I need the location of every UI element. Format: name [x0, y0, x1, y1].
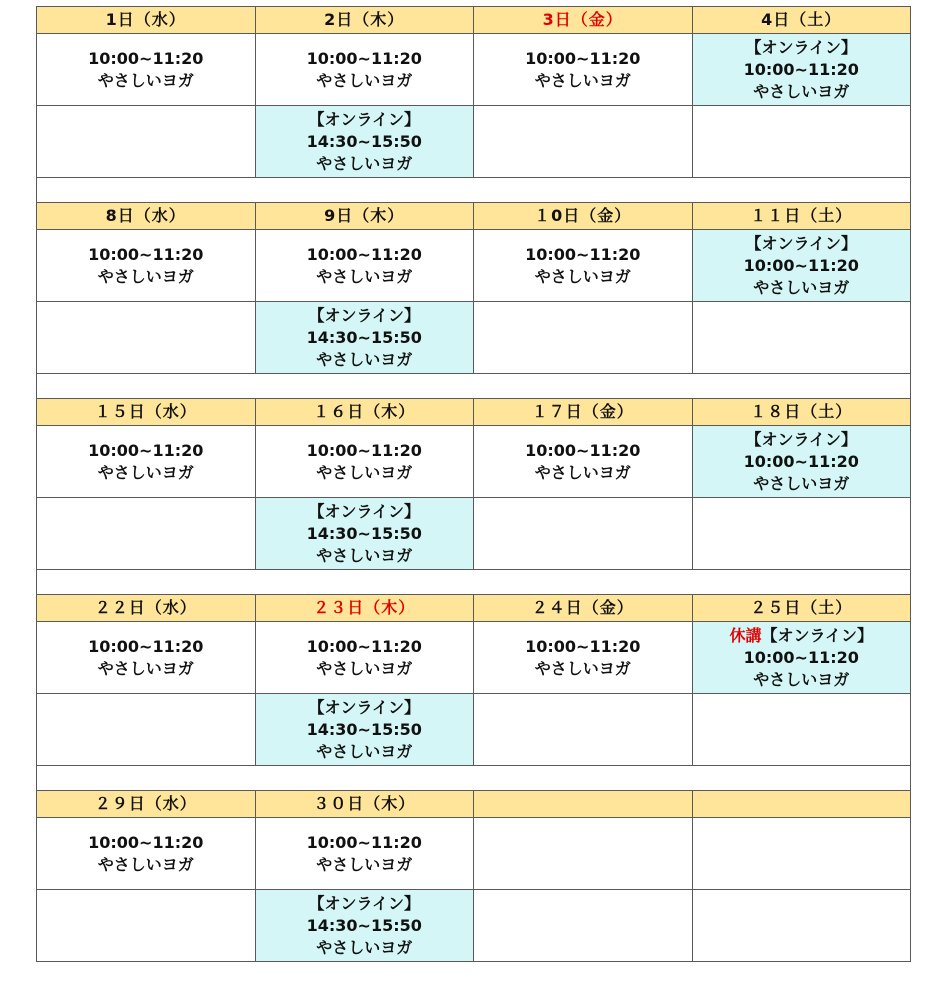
empty-cell: [474, 818, 693, 890]
morning-slot-row: [37, 818, 911, 890]
class-time: 10:00~11:20: [88, 832, 204, 852]
class-name: やさしいヨガ: [97, 266, 194, 286]
class-cell: [37, 426, 256, 498]
date-header-cell: ３０日（木）: [255, 791, 474, 818]
morning-slot-row: [37, 230, 911, 302]
class-name: やさしいヨガ: [316, 153, 413, 173]
online-class-cell: [692, 34, 911, 106]
class-name: やさしいヨガ: [97, 70, 194, 90]
empty-cell: [692, 818, 911, 890]
class-time: 10:00~11:20: [88, 440, 204, 460]
empty-cell: [37, 694, 256, 766]
class-name: やさしいヨガ: [316, 349, 413, 369]
class-time: 14:30~15:50: [306, 131, 422, 151]
class-cell: [37, 622, 256, 694]
date-header-cell: 9日（木）: [255, 203, 474, 230]
class-name: やさしいヨガ: [316, 462, 413, 482]
empty-cell: [474, 890, 693, 962]
week-date-header-row: [37, 7, 911, 34]
date-header-cell: １６日（木）: [255, 399, 474, 426]
morning-slot-row: [37, 426, 911, 498]
class-cell: [474, 426, 693, 498]
class-time: 10:00~11:20: [88, 48, 204, 68]
online-class-cell: [255, 106, 474, 178]
week-date-header-row: [37, 203, 911, 230]
empty-cell: [692, 498, 911, 570]
class-name: やさしいヨガ: [316, 741, 413, 761]
online-class-cell: [255, 498, 474, 570]
empty-cell: [692, 302, 911, 374]
class-cell: [37, 34, 256, 106]
class-name: やさしいヨガ: [753, 473, 850, 493]
week-separator-row: [37, 570, 911, 595]
date-header-cell: ２３日（木）: [255, 595, 474, 622]
date-header-cell: [692, 791, 911, 818]
class-time: 14:30~15:50: [306, 523, 422, 543]
date-header-cell: ２９日（水）: [37, 791, 256, 818]
class-name: やさしいヨガ: [316, 545, 413, 565]
class-cell: [474, 34, 693, 106]
class-time: 10:00~11:20: [88, 636, 204, 656]
class-cell: [474, 622, 693, 694]
class-name: やさしいヨガ: [97, 462, 194, 482]
online-class-cell: [255, 890, 474, 962]
class-cell: [37, 230, 256, 302]
class-cell: [37, 818, 256, 890]
yoga-schedule-table: [36, 6, 911, 962]
cancelled-badge: 休講: [729, 625, 762, 645]
afternoon-slot-row: [37, 302, 911, 374]
empty-cell: [474, 694, 693, 766]
class-time: 14:30~15:50: [306, 327, 422, 347]
class-time: 10:00~11:20: [306, 244, 422, 264]
online-label: 【オンライン】: [308, 893, 421, 913]
online-class-cell: [692, 426, 911, 498]
class-time: 10:00~11:20: [525, 48, 641, 68]
date-header-cell: 1日（水）: [37, 7, 256, 34]
online-class-cell: [255, 694, 474, 766]
week-date-header-row: [37, 791, 911, 818]
morning-slot-row: [37, 34, 911, 106]
class-name: やさしいヨガ: [534, 266, 631, 286]
online-label: 【オンライン】: [761, 625, 874, 645]
week-separator: [37, 178, 911, 203]
date-header-cell: [474, 791, 693, 818]
empty-cell: [474, 302, 693, 374]
empty-cell: [474, 106, 693, 178]
week-separator-row: [37, 374, 911, 399]
date-header-cell: １0日（金）: [474, 203, 693, 230]
online-class-cell: [692, 622, 911, 694]
class-time: 14:30~15:50: [306, 719, 422, 739]
class-cell: [474, 230, 693, 302]
class-name: やさしいヨガ: [97, 658, 194, 678]
class-cell: [255, 818, 474, 890]
schedule-body: [37, 7, 911, 962]
week-date-header-row: [37, 595, 911, 622]
empty-cell: [692, 106, 911, 178]
class-time: 10:00~11:20: [306, 440, 422, 460]
class-time: 10:00~11:20: [525, 244, 641, 264]
class-name: やさしいヨガ: [97, 854, 194, 874]
date-header-cell: １５日（水）: [37, 399, 256, 426]
class-time: 10:00~11:20: [525, 440, 641, 460]
date-header-cell: １７日（金）: [474, 399, 693, 426]
class-name: やさしいヨガ: [316, 937, 413, 957]
online-label: 【オンライン】: [308, 109, 421, 129]
afternoon-slot-row: [37, 498, 911, 570]
week-separator: [37, 570, 911, 595]
class-cell: [255, 622, 474, 694]
class-time: 10:00~11:20: [88, 244, 204, 264]
week-separator: [37, 766, 911, 791]
empty-cell: [692, 694, 911, 766]
class-name: やさしいヨガ: [316, 70, 413, 90]
empty-cell: [692, 890, 911, 962]
afternoon-slot-row: [37, 694, 911, 766]
online-class-cell: [255, 302, 474, 374]
online-label: 【オンライン】: [308, 697, 421, 717]
class-time: 10:00~11:20: [743, 255, 859, 275]
class-name: やさしいヨガ: [753, 669, 850, 689]
online-label: 【オンライン】: [308, 501, 421, 521]
date-header-cell: 8日（水）: [37, 203, 256, 230]
date-header-cell: 4日（土）: [692, 7, 911, 34]
class-name: やさしいヨガ: [316, 266, 413, 286]
class-time: 10:00~11:20: [306, 636, 422, 656]
class-name: やさしいヨガ: [316, 658, 413, 678]
class-name: やさしいヨガ: [534, 70, 631, 90]
empty-cell: [37, 302, 256, 374]
class-time: 10:00~11:20: [743, 451, 859, 471]
class-name: やさしいヨガ: [534, 462, 631, 482]
class-time: 10:00~11:20: [743, 647, 859, 667]
class-time: 14:30~15:50: [306, 915, 422, 935]
afternoon-slot-row: [37, 106, 911, 178]
class-type-label: [693, 625, 911, 647]
class-name: やさしいヨガ: [534, 658, 631, 678]
morning-slot-row: [37, 622, 911, 694]
class-time: 10:00~11:20: [743, 59, 859, 79]
week-separator-row: [37, 766, 911, 791]
class-cell: [255, 230, 474, 302]
empty-cell: [474, 498, 693, 570]
empty-cell: [37, 106, 256, 178]
class-cell: [255, 426, 474, 498]
online-label: 【オンライン】: [745, 37, 858, 57]
online-label: 【オンライン】: [308, 305, 421, 325]
class-name: やさしいヨガ: [753, 81, 850, 101]
class-time: 10:00~11:20: [525, 636, 641, 656]
afternoon-slot-row: [37, 890, 911, 962]
class-time: 10:00~11:20: [306, 832, 422, 852]
week-date-header-row: [37, 399, 911, 426]
date-header-cell: 2日（木）: [255, 7, 474, 34]
date-header-cell: １８日（土）: [692, 399, 911, 426]
class-name: やさしいヨガ: [753, 277, 850, 297]
online-label: 【オンライン】: [745, 233, 858, 253]
date-header-cell: ２４日（金）: [474, 595, 693, 622]
online-class-cell: [692, 230, 911, 302]
date-header-cell: ２２日（水）: [37, 595, 256, 622]
empty-cell: [37, 890, 256, 962]
week-separator-row: [37, 178, 911, 203]
date-header-cell: ２５日（土）: [692, 595, 911, 622]
class-time: 10:00~11:20: [306, 48, 422, 68]
week-separator: [37, 374, 911, 399]
date-header-cell: 3日（金）: [474, 7, 693, 34]
date-header-cell: １１日（土）: [692, 203, 911, 230]
class-name: やさしいヨガ: [316, 854, 413, 874]
empty-cell: [37, 498, 256, 570]
class-cell: [255, 34, 474, 106]
online-label: 【オンライン】: [745, 429, 858, 449]
